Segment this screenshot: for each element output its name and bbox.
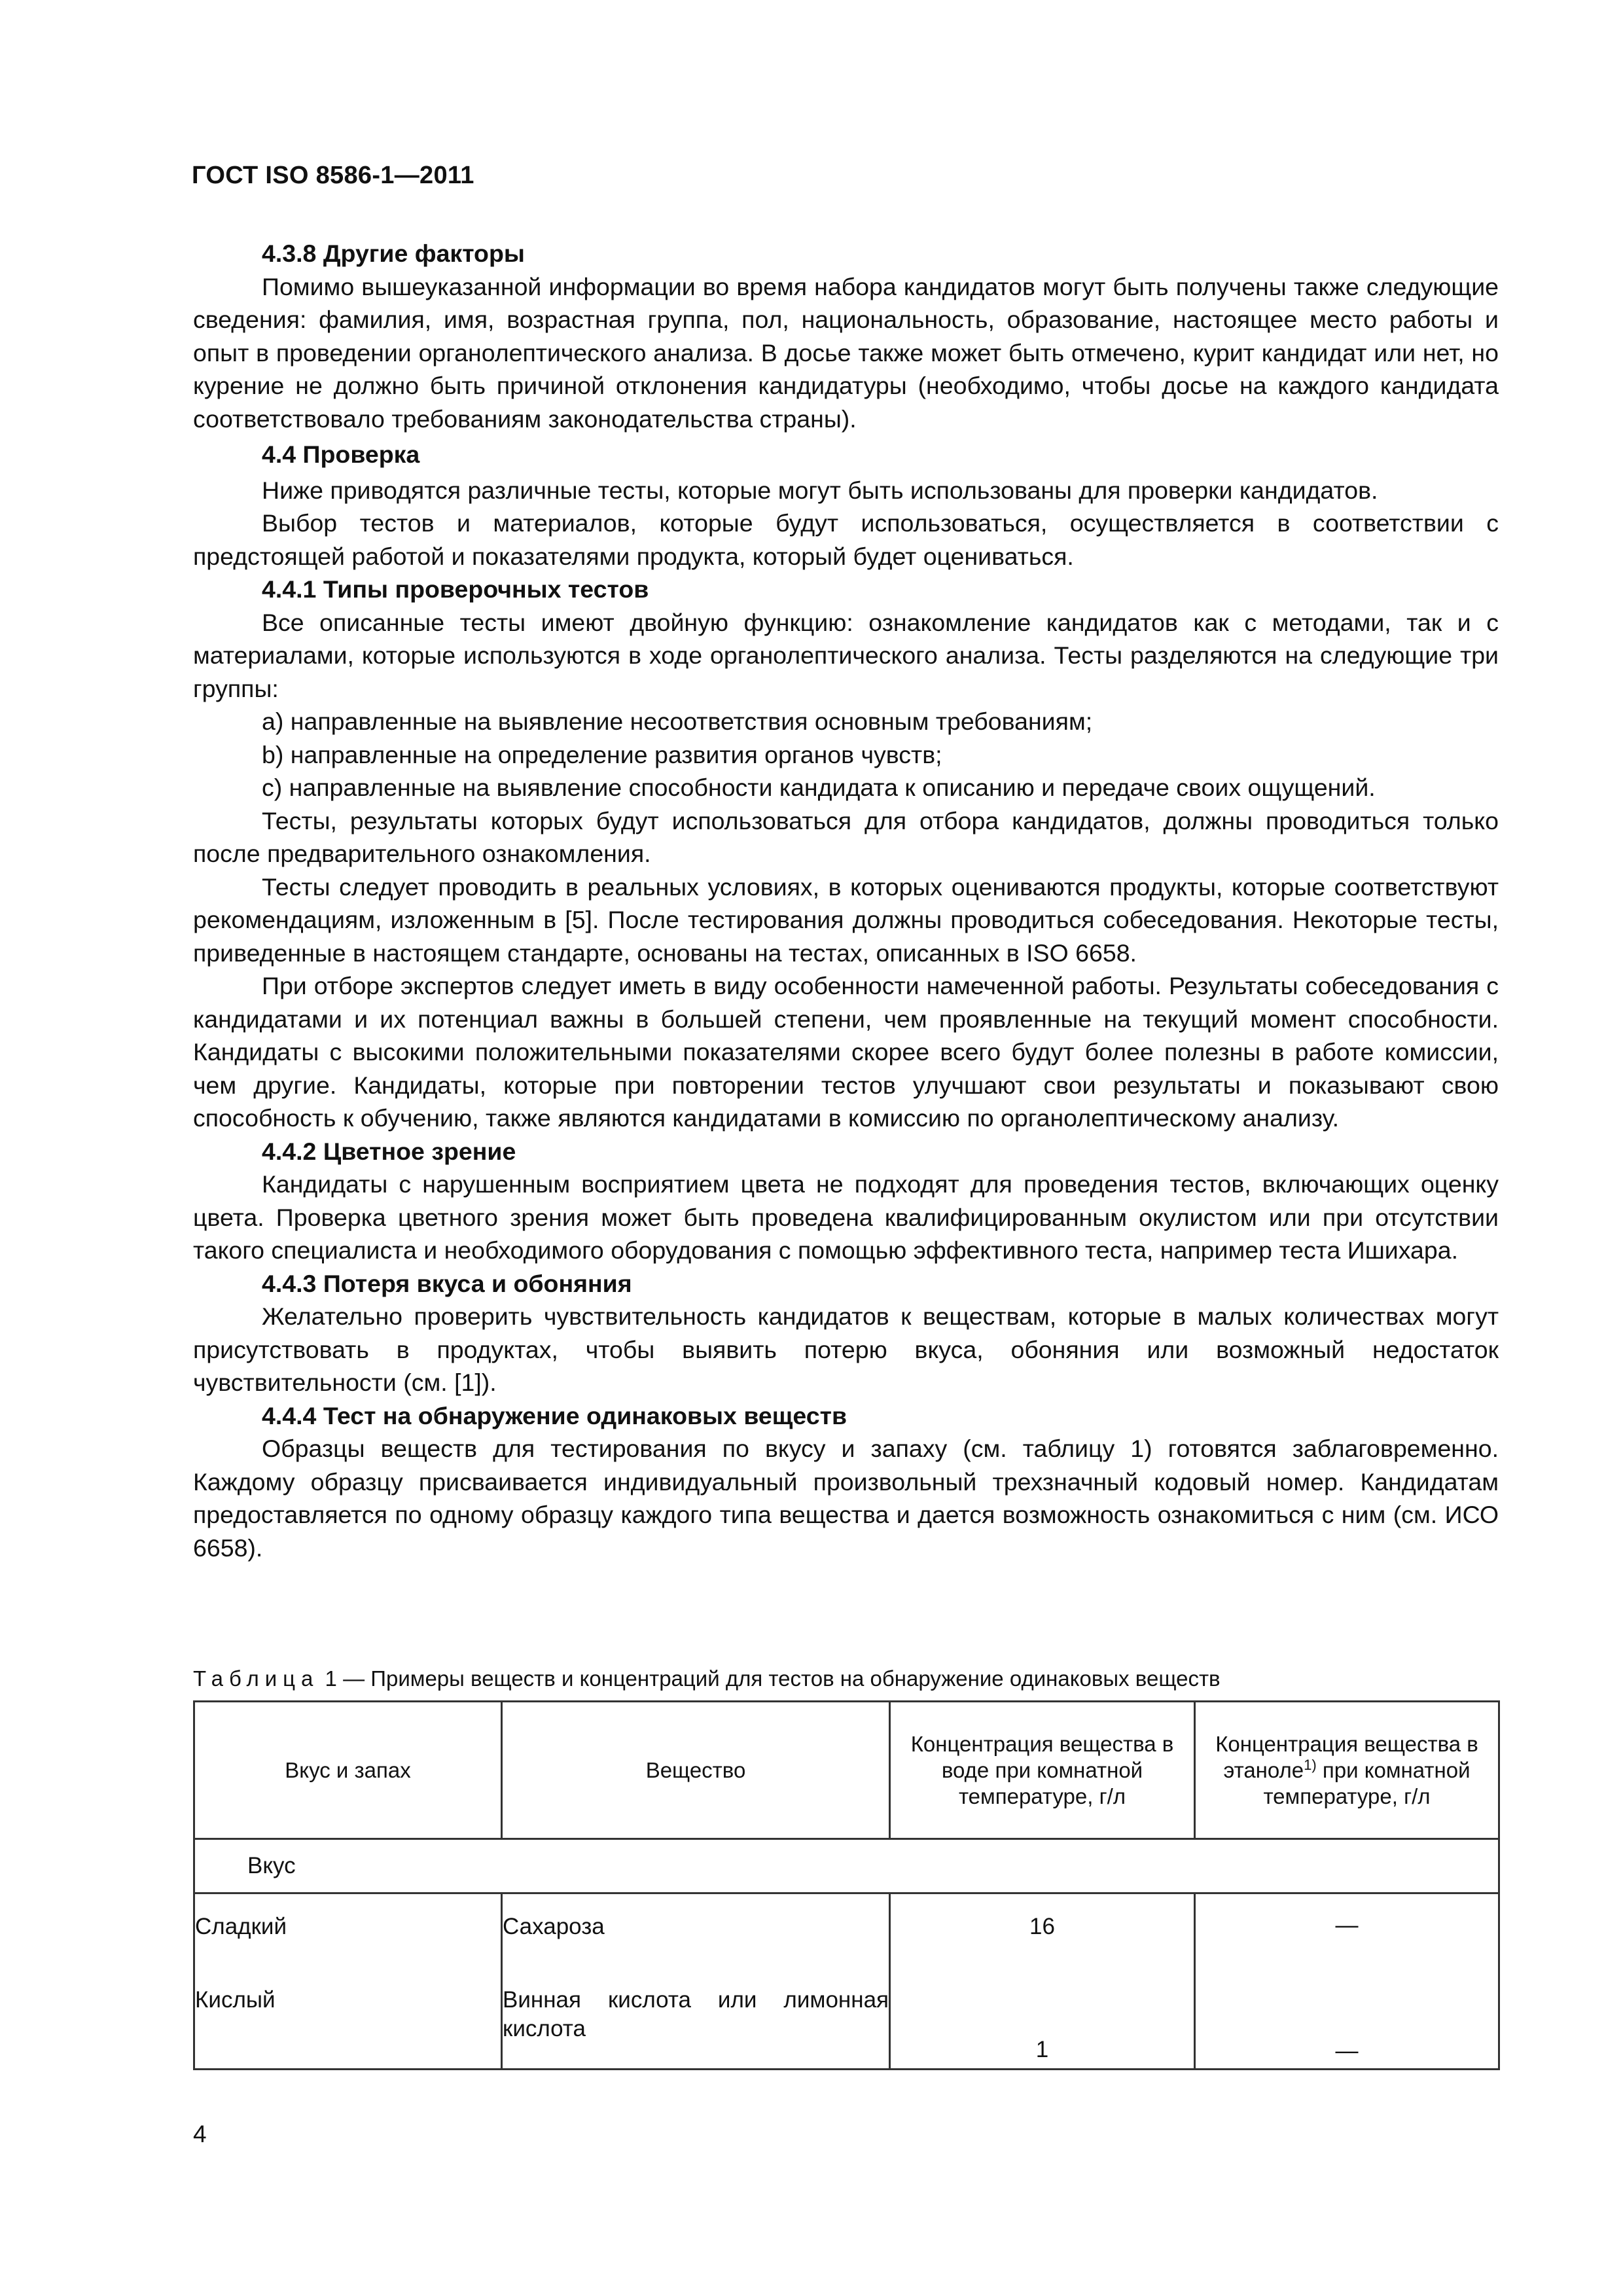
heading-4-4: 4.4 Проверка (262, 440, 420, 468)
header-substance: Вещество (502, 1702, 890, 1839)
cell-taste: Сладкий (194, 1893, 502, 1984)
substances-table (193, 1700, 1500, 2070)
paragraph: Тесты, результаты которых будут использоваться для отбора кандидатов, должны проводиться только после предварительного ознакомления. (193, 806, 1499, 867)
heading-4-3-8: 4.3.8 Другие факторы (262, 240, 525, 267)
list-item-a: a) направленные на выявление несоответствия основным требованиям; (262, 708, 1093, 735)
table-row (194, 1983, 1499, 2070)
paragraph: Все описанные тесты имеют двойную функцию: ознакомление кандидатов как с методами, так и с материалами, которые используются в ходе органолептического анализа. Тесты разделяются на следующие три группы: (193, 608, 1499, 702)
header-water-text: Концентрация вещества в воде при комнатной температуре, г/л (910, 1731, 1174, 1808)
header-water-concentration (890, 1702, 1195, 1839)
table-header-row (194, 1702, 1499, 1839)
heading-4-4-4: 4.4.4 Тест на обнаружение одинаковых веществ (262, 1401, 847, 1429)
header-ethanol-text (1196, 1731, 1498, 1810)
paragraph: Желательно проверить чувствительность кандидатов к веществам, которые в малых количествах могут присутствовать в продуктах, чтобы выявить потерю вкуса, обоняния или возможный недостаток чувствительности (см. [1]). (193, 1302, 1499, 1396)
list-item-b: b) направленные на определение развития органов чувств; (262, 740, 942, 768)
table-section-row (194, 1839, 1499, 1893)
header-taste-smell: Вкус и запах (194, 1702, 502, 1839)
table-row (194, 1893, 1499, 1984)
heading-4-4-2: 4.4.2 Цветное зрение (262, 1137, 516, 1165)
cell-water: 16 (890, 1893, 1195, 1984)
paragraph: Помимо вышеуказанной информации во время набора кандидатов могут быть получены также следующие сведения: фамилия, имя, возрастная группа, пол, национальность, образование, настоящее место работы и опыт в проведении органолептического анализа. В досье также может быть отмечено, курит кандидат или нет, но курение не должно быть причиной отклонения кандидатуры (необходимо, чтобы досье на каждого кандидата соответствовало требованиям законодательства страны). (193, 272, 1499, 433)
heading-4-4-1: 4.4.1 Типы проверочных тестов (262, 575, 649, 603)
list-item-c: c) направленные на выявление способности кандидата к описанию и передаче своих ощущений. (262, 774, 1376, 801)
page-number: 4 (193, 2121, 207, 2147)
cell-ethanol: — (1195, 1983, 1499, 2070)
document-code: ГОСТ ISO 8586-1—2011 (192, 162, 474, 189)
table-caption-text: 1 — Примеры веществ и концентраций для тестов на обнаружение одинаковых веществ (319, 1666, 1221, 1691)
cell-taste: Кислый (194, 1983, 502, 2070)
cell-ethanol: — (1195, 1893, 1499, 1984)
footnote-ref: 1) (1304, 1756, 1317, 1773)
header-ethanol-post: при комнатной температуре, г/л (1263, 1757, 1471, 1808)
heading-4-4-3: 4.4.3 Потеря вкуса и обоняния (262, 1269, 632, 1297)
table-caption-label: Таблица (193, 1666, 319, 1691)
cell-substance: Сахароза (502, 1893, 890, 1984)
body-text (193, 237, 1499, 1564)
paragraph: При отборе экспертов следует иметь в виду особенности намеченной работы. Результаты собеседования с кандидатами и их потенциал важны в большей степени, чем проявленные на текущий момент способности. Кандидаты с высокими положительными показателями скорее всего будут более полезны в работе комиссии, чем другие. Кандидаты, которые при повторении тестов улучшают свои результаты и показывают свою способность к обучению, также являются кандидатами в комиссию по органолептическому анализу. (193, 972, 1499, 1132)
paragraph: Ниже приводятся различные тесты, которые могут быть использованы для проверки кандидатов. (262, 476, 1378, 504)
paragraph: Кандидаты с нарушенным восприятием цвета не подходят для проведения тестов, включающих оценку цвета. Проверка цветного зрения может быть проведена квалифицированным окулистом или при отсутствии такого специалиста и необходимого оборудования с помощью эффективного теста, например теста Ишихара. (193, 1170, 1499, 1264)
paragraph: Выбор тестов и материалов, которые будут использоваться, осуществляется в соответствии с предстоящей работой и показателями продукта, который будет оцениваться. (193, 509, 1499, 570)
cell-water: 1 (890, 1983, 1195, 2070)
header-ethanol-pre: Концентрация вещества в этаноле (1215, 1731, 1478, 1782)
header-ethanol-concentration (1195, 1702, 1499, 1839)
paragraph: Образцы веществ для тестирования по вкусу и запаху (см. таблицу 1) готовятся заблаговременно. Каждому образцу присваивается индивидуальный произвольный трехзначный кодовый номер. Кандидатам предоставляется по одному образцу каждого типа вещества и дается возможность ознакомиться с ним (см. ИСО 6658). (193, 1435, 1499, 1562)
section-label-taste: Вкус (194, 1839, 1499, 1893)
paragraph: Тесты следует проводить в реальных условиях, в которых оцениваются продукты, которые соответствуют рекомендациям, изложенным в [5]. После тестирования должны проводиться собеседования. Некоторые тесты, приведенные в настоящем стандарте, основаны на тестах, описанных в ISO 6658. (193, 872, 1499, 967)
table-caption (193, 1666, 1221, 1692)
cell-substance: Винная кислота или лимонная кислота (502, 1983, 890, 2070)
